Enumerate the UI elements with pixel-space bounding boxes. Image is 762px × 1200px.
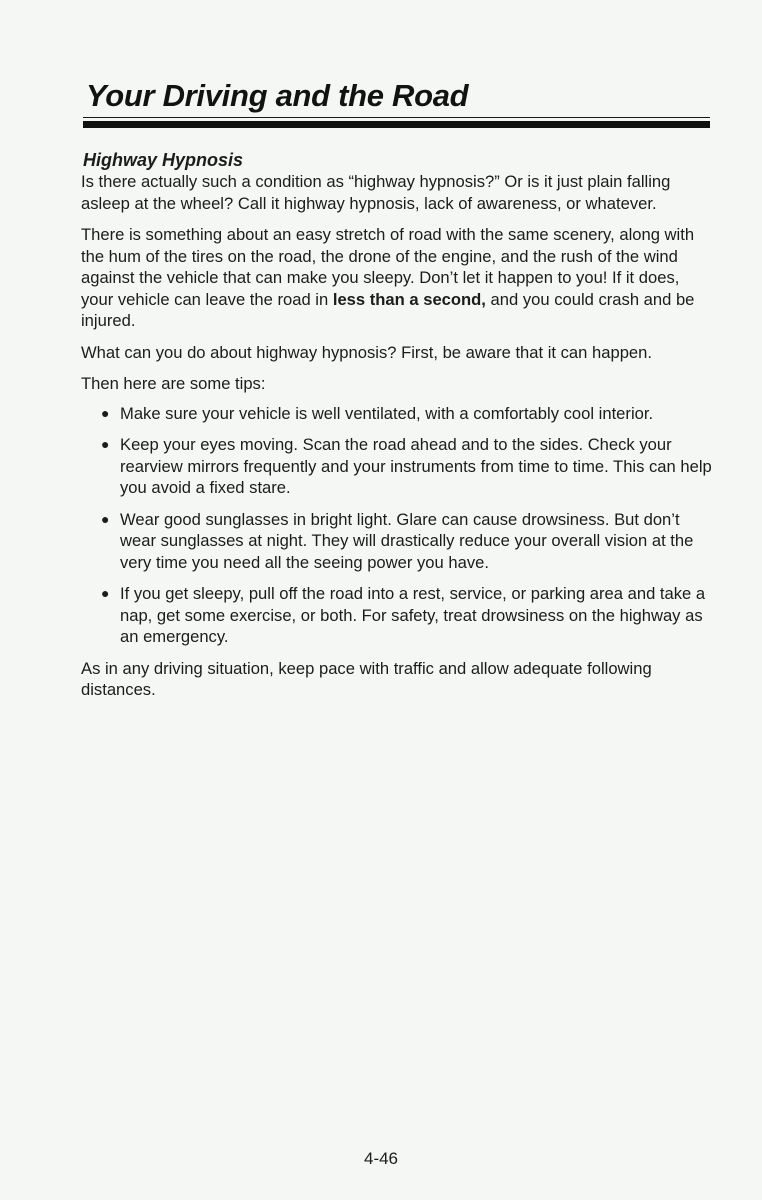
title-rule-thin: [83, 117, 710, 118]
paragraph-sleepy-text: There is something about an easy stretch of road with the same scenery, along with the hum of the tires on the road, the drone of the engine, and the rush of the wind against the vehicle that can make you sleepy. Don’t let it happen to you! If it does, your vehicle can leave the road in: [81, 225, 695, 309]
tip-text: Wear good sunglasses in bright light. Glare can cause drowsiness. But don’t wear sunglasses at night. They will drastically reduce your overall vision at the very time you need all the seeing power you have.: [120, 509, 694, 572]
page-content: [81, 150, 713, 711]
list-item: [81, 403, 713, 425]
list-item: [81, 434, 713, 499]
page-number: 4-46: [363, 1149, 399, 1168]
title-rule-thick: [83, 121, 710, 128]
bullet-icon: ●: [101, 585, 110, 601]
list-item: [81, 583, 713, 648]
tip-text: Keep your eyes moving. Scan the road ahead and to the sides. Check your rearview mirrors frequently and your instruments from time to time. This can help you avoid a fixed stare.: [120, 435, 712, 497]
paragraph-intro: Is there actually such a condition as “highway hypnosis?” Or is it just plain falling asleep at the wheel? Call it highway hypnosis, lack of awareness, or whatever.: [81, 172, 671, 213]
page-title: Your Driving and the Road: [86, 78, 469, 113]
section-heading: Highway Hypnosis: [83, 150, 244, 170]
tip-text: Make sure your vehicle is well ventilated, with a comfortably cool interior.: [120, 403, 654, 423]
paragraph-sleepy-end: and you could crash and be injured.: [81, 289, 695, 330]
tip-text: If you get sleepy, pull off the road into a rest, service, or parking area and take a nap, get some exercise, or both. For safety, treat drowsiness on the highway as an emergency.: [120, 584, 706, 646]
tips-list: [81, 403, 713, 648]
paragraph-tips-intro: Then here are some tips:: [81, 374, 266, 393]
bullet-icon: ●: [101, 436, 110, 452]
paragraph-following-distance: As in any driving situation, keep pace with traffic and allow adequate following distances.: [81, 658, 652, 699]
paragraph-what-to-do: What can you do about highway hypnosis? First, be aware that it can happen.: [81, 342, 652, 362]
bullet-icon: ●: [101, 404, 110, 421]
bullet-icon: ●: [101, 510, 110, 527]
list-item: [81, 509, 713, 574]
paragraph-sleepy: [81, 224, 713, 332]
paragraph-sleepy-bold: less than a second,: [332, 289, 486, 309]
